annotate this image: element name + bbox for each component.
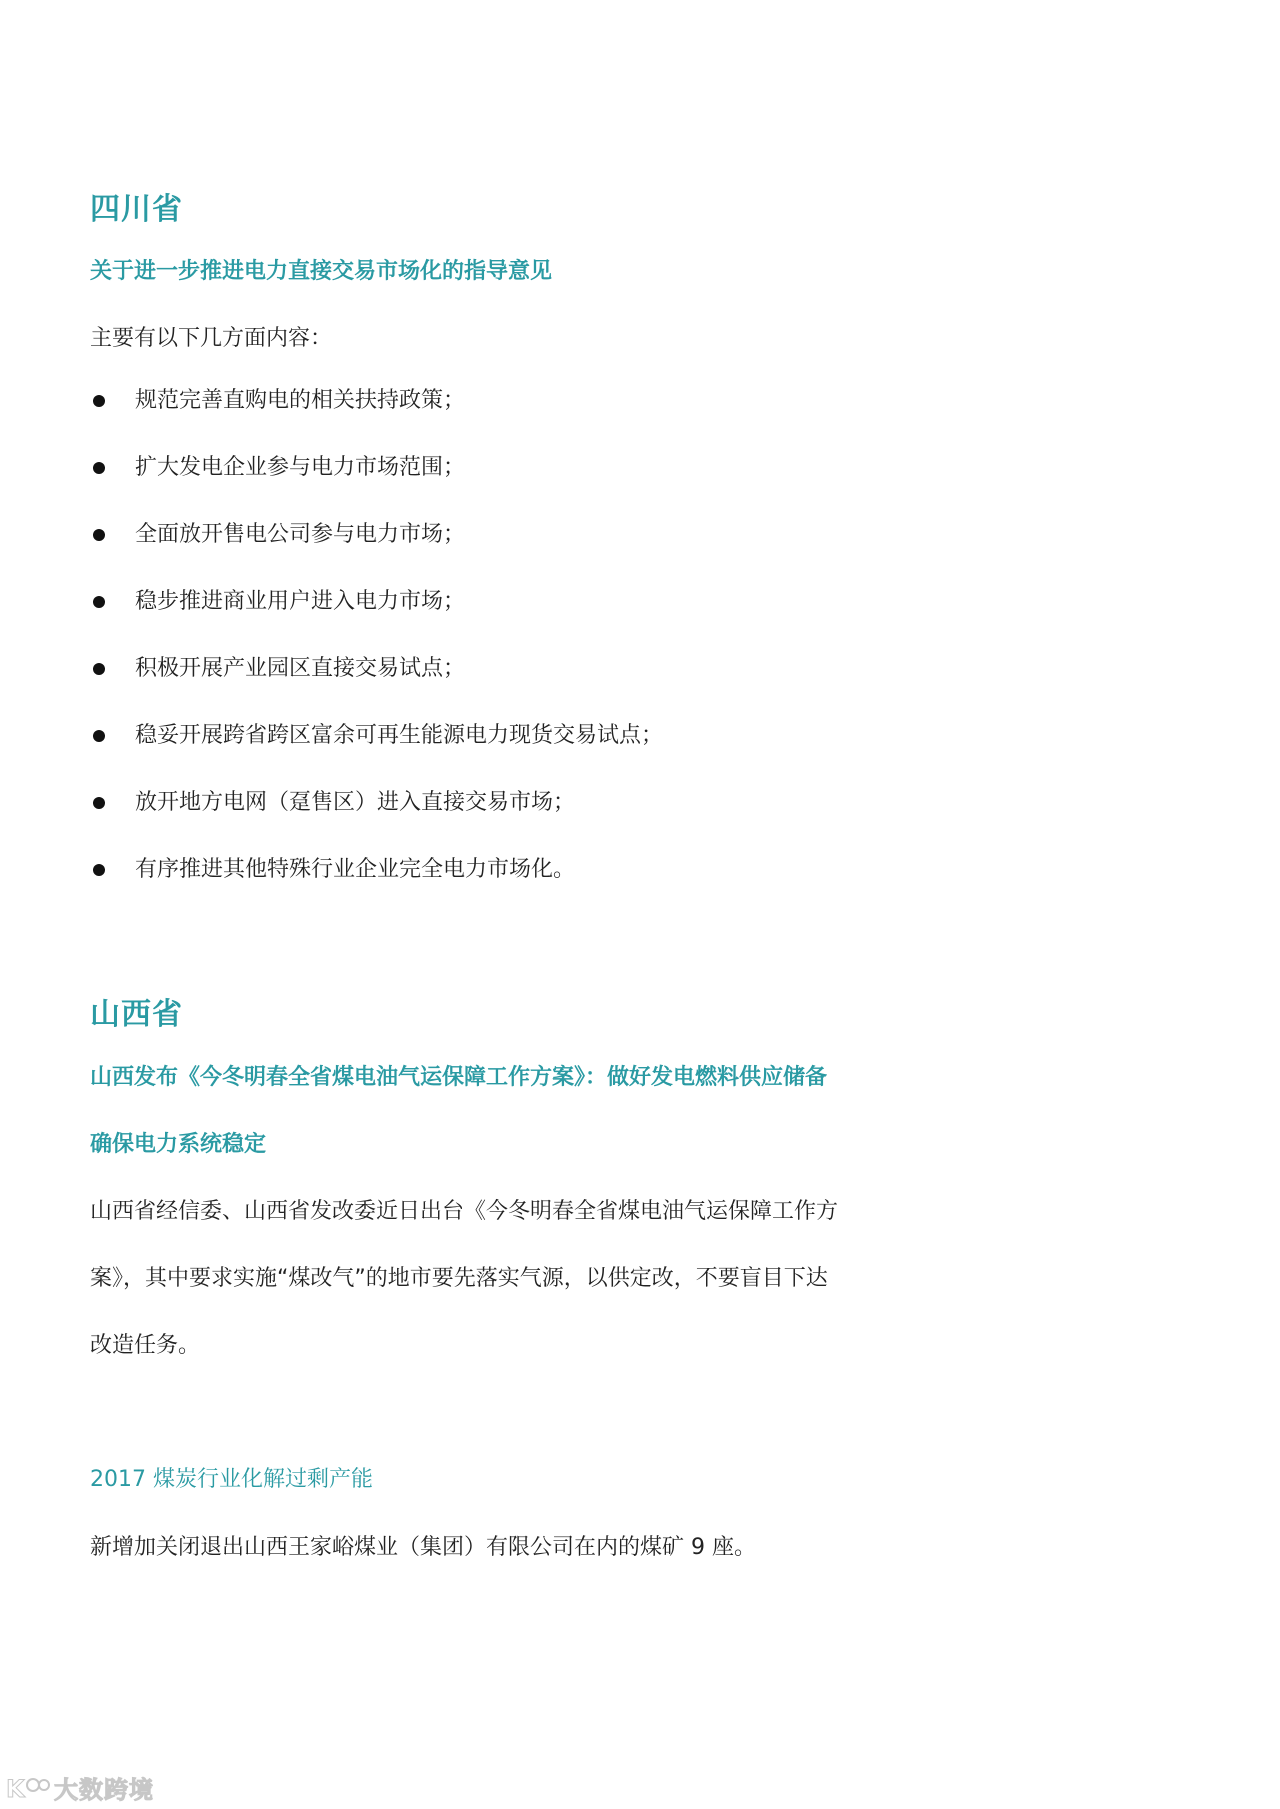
bullet-icon bbox=[93, 864, 105, 876]
sichuan-bullet-list bbox=[90, 383, 663, 919]
shanxi-subtitle-line1: 山西发布《今冬明春全省煤电油气运保障工作方案》：做好发电燃料供应储备 bbox=[90, 1065, 828, 1090]
watermark-logo-icon bbox=[6, 1773, 50, 1803]
list-item-text: 有序推进其他特殊行业企业完全电力市场化。 bbox=[135, 857, 576, 882]
province-title-sichuan: 四川省 bbox=[90, 192, 183, 227]
watermark bbox=[6, 1770, 154, 1805]
list-item bbox=[90, 785, 663, 852]
shanxi-body-line2: 案》，其中要求实施“煤改气”的地市要先落实气源，以供定改，不要盲目下达 bbox=[90, 1266, 828, 1291]
list-item bbox=[90, 651, 663, 718]
bullet-icon bbox=[93, 797, 105, 809]
bullet-icon bbox=[93, 462, 105, 474]
list-item bbox=[90, 450, 663, 517]
bullet-icon bbox=[93, 730, 105, 742]
province-title-shanxi: 山西省 bbox=[90, 997, 183, 1032]
list-item bbox=[90, 852, 663, 919]
shanxi-body-line1: 山西省经信委、山西省发改委近日出台《今冬明春全省煤电油气运保障工作方 bbox=[90, 1199, 839, 1224]
bullet-icon bbox=[93, 596, 105, 608]
bullet-icon bbox=[93, 663, 105, 675]
watermark-text: 大数跨境 bbox=[54, 1776, 154, 1804]
list-item-text: 放开地方电网（趸售区）进入直接交易市场； bbox=[135, 790, 576, 815]
sichuan-subtitle: 关于进一步推进电力直接交易市场化的指导意见 bbox=[90, 259, 553, 284]
list-item bbox=[90, 383, 663, 450]
shanxi-body2: 新增加关闭退出山西王家峪煤业（集团）有限公司在内的煤矿 9 座。 bbox=[90, 1535, 756, 1560]
list-item bbox=[90, 718, 663, 785]
list-item bbox=[90, 584, 663, 651]
list-item-text: 积极开展产业园区直接交易试点； bbox=[135, 656, 466, 681]
list-item bbox=[90, 517, 663, 584]
shanxi-subtitle-2017: 2017 煤炭行业化解过剩产能 bbox=[90, 1467, 373, 1492]
bullet-icon bbox=[93, 395, 105, 407]
list-item-text: 稳步推进商业用户进入电力市场； bbox=[135, 589, 466, 614]
svg-text:K: K bbox=[6, 1774, 25, 1803]
shanxi-body-line3: 改造任务。 bbox=[90, 1333, 201, 1358]
sichuan-intro: 主要有以下几方面内容： bbox=[90, 326, 333, 351]
list-item-text: 全面放开售电公司参与电力市场； bbox=[135, 522, 466, 547]
list-item-text: 扩大发电企业参与电力市场范围； bbox=[135, 455, 466, 480]
bullet-icon bbox=[93, 529, 105, 541]
list-item-text: 稳妥开展跨省跨区富余可再生能源电力现货交易试点； bbox=[135, 723, 664, 748]
shanxi-subtitle-line2: 确保电力系统稳定 bbox=[90, 1132, 267, 1157]
list-item-text: 规范完善直购电的相关扶持政策； bbox=[135, 388, 466, 413]
